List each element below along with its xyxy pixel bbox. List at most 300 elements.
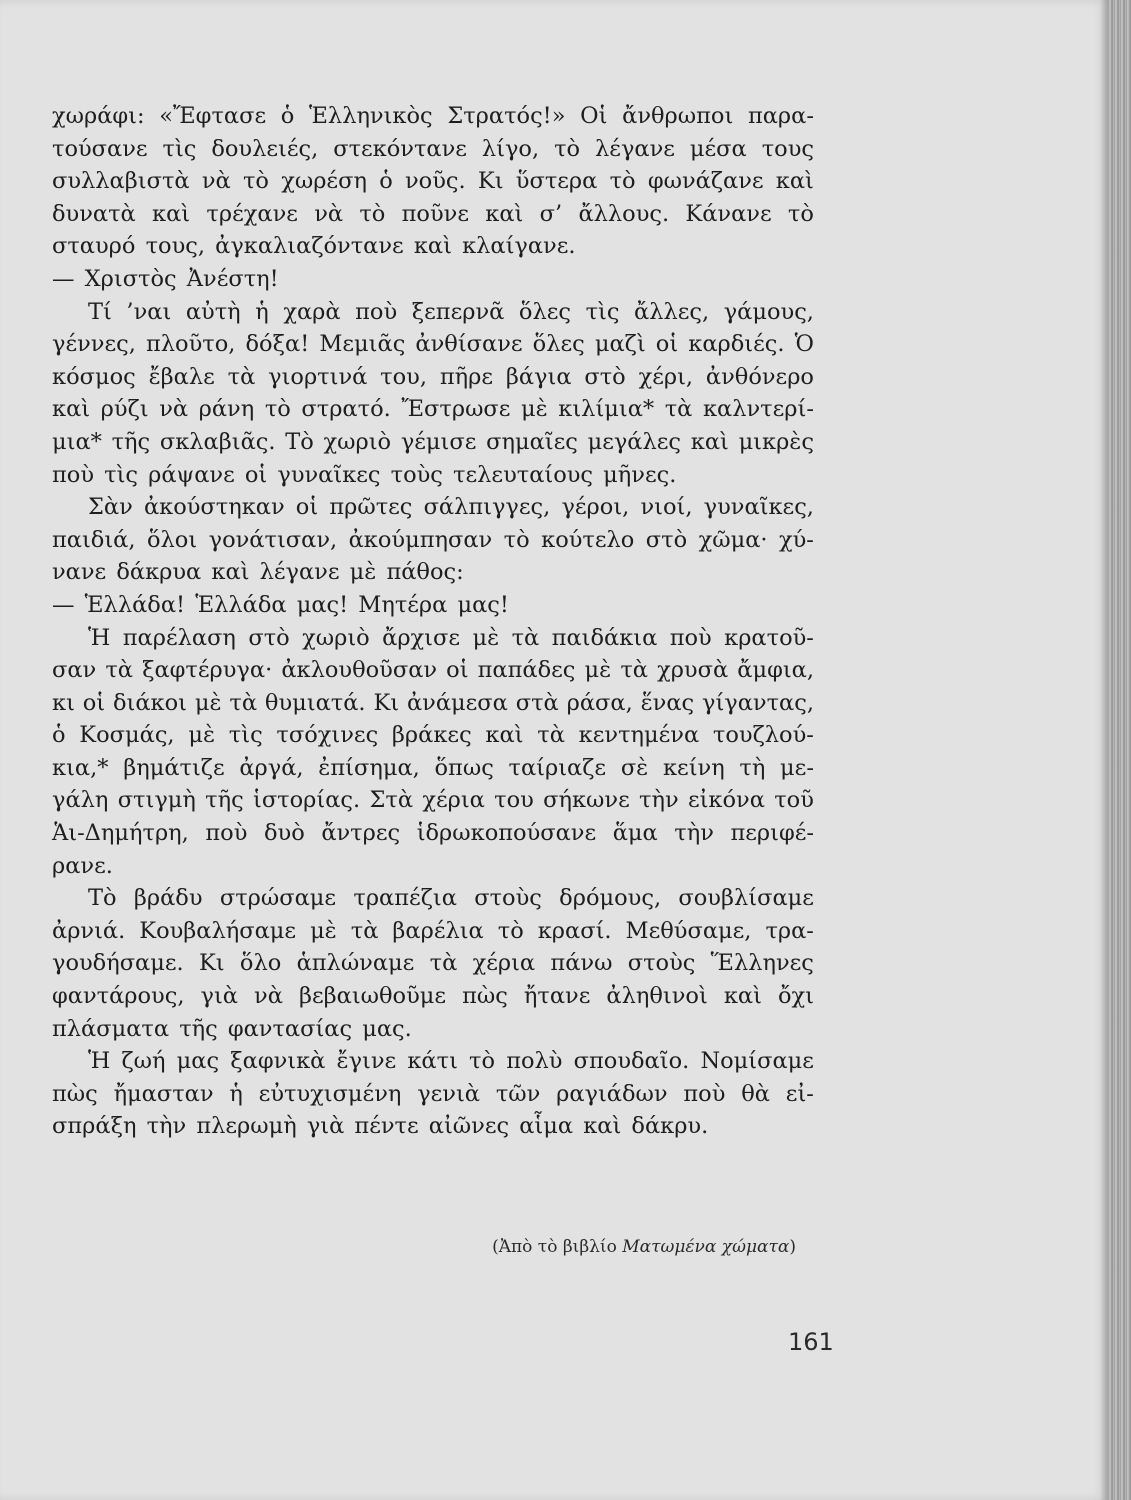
word: γιορτινά (268, 363, 368, 390)
word: καρδιές. (688, 331, 785, 358)
word: ἔγινε (336, 1048, 397, 1075)
word: ἤτανε (523, 983, 591, 1010)
word: ἀγκαλιαζόντανε (215, 233, 404, 260)
word: μὲ (472, 624, 500, 651)
word: καὶ (413, 233, 452, 260)
word: κάτι (407, 1048, 458, 1075)
word: τὴ (739, 754, 766, 781)
word: τὰ (229, 689, 258, 716)
word: μεγάλες (587, 428, 682, 455)
word: ἄλλους. (578, 200, 670, 227)
word: τῆς (179, 1015, 218, 1042)
word: — (52, 591, 75, 618)
word: τελευταίους (453, 461, 594, 488)
word: τοῦ (774, 787, 814, 814)
word: συλλαβιστὰ (52, 168, 190, 195)
word: στὸ (645, 526, 688, 553)
word: χωρέση (281, 168, 367, 195)
word: κλαίγανε. (462, 233, 576, 260)
word: ρύζι (100, 396, 149, 423)
word: εἰ- (785, 1080, 814, 1107)
word: τῆς (111, 428, 151, 455)
word: λίγο, (481, 135, 540, 162)
word: τουζλού- (712, 722, 814, 749)
word: βαρέλια (392, 917, 484, 944)
word: σάλπιγγες, (423, 494, 551, 521)
word: Ἑλλάδα (195, 591, 287, 618)
word: — (52, 265, 75, 292)
word: ἀκλουθοῦσαν (281, 657, 438, 684)
word: γενιὰ (417, 1080, 480, 1107)
word: τὰ (227, 363, 256, 390)
word: Τί (88, 298, 112, 325)
word: νὰ (314, 200, 344, 227)
source-book-title: Ματωμένα χώματα (622, 1237, 790, 1257)
word: Τὸ (285, 428, 314, 455)
word: δόξα! (245, 331, 310, 358)
word: τὶς (104, 461, 139, 488)
word: τὸ (497, 917, 524, 944)
word: Ἁι-Δημήτρη, (52, 820, 189, 847)
word: παρέλαση (122, 624, 236, 651)
word: βάγια (505, 363, 572, 390)
word: ζωή (121, 1048, 166, 1075)
text-line (52, 393, 814, 426)
word: Ἀνέστη! (186, 265, 279, 292)
word: τοὺς (390, 461, 443, 488)
word: κι (52, 689, 75, 716)
word: στὰ (515, 689, 559, 716)
word: Ἕλληνες (710, 950, 814, 977)
word: καὶ (152, 200, 191, 227)
word: νὰ (159, 396, 189, 423)
word: τὴν (674, 820, 714, 847)
text-line (52, 1045, 814, 1078)
word: μὲ (349, 559, 377, 586)
word: στρώσαμε (219, 885, 337, 912)
word: ἀκούστηκαν (143, 494, 285, 521)
text-line (52, 589, 814, 622)
word: δρόμους, (559, 885, 662, 912)
word: χέρι, (638, 363, 694, 390)
word: ρανε. (52, 852, 113, 879)
text-line (52, 947, 814, 980)
word: πέντε (354, 1113, 419, 1140)
word: Κοσμάς, (79, 722, 175, 749)
word: τὸ (787, 200, 814, 227)
word: ἀκούμπησαν (348, 526, 493, 553)
word: ἤμασταν (113, 1080, 214, 1107)
word: Ἡ (88, 1048, 111, 1075)
word: ἀνθίσανε (415, 331, 523, 358)
word: οἱ (446, 657, 469, 684)
word: καὶ (211, 559, 250, 586)
word: φαντάρους, (52, 983, 185, 1010)
word: ὅλες (532, 331, 585, 358)
word: παρα- (747, 103, 814, 129)
word: μια* (52, 428, 102, 455)
word: ἡ (229, 1080, 243, 1107)
word: σημαῖες (486, 428, 578, 455)
word: δυὸ (263, 820, 305, 847)
text-line (52, 165, 814, 198)
word: πολὺ (506, 1048, 563, 1075)
word: περιφέ- (730, 820, 814, 847)
word: κούτελο (541, 526, 635, 553)
word: τὸ (469, 1048, 496, 1075)
word: ξεπερνᾶ (411, 298, 505, 325)
word: βράδυ (133, 885, 203, 912)
word: στὸ (248, 624, 290, 651)
word: οἱ (655, 331, 679, 358)
word: γέννες, (52, 331, 136, 358)
word: του (494, 787, 534, 814)
text-line (52, 915, 814, 948)
word: Μεμιᾶς (319, 331, 406, 358)
word: ἄνθρωποι (622, 103, 734, 129)
word: ὄχι (777, 983, 814, 1010)
word: ποῦνε (401, 200, 469, 227)
word: ἱστορίας. (253, 787, 361, 814)
word: μας! (296, 591, 349, 618)
word: μὲ (584, 657, 612, 684)
word: λέγανε (259, 559, 340, 586)
text-line (52, 263, 814, 296)
text-line (52, 980, 814, 1013)
text-line (52, 133, 814, 166)
word: ράσα, (566, 689, 633, 716)
word: τὶς (162, 135, 197, 162)
word: Ἔστρωσε (401, 396, 511, 423)
word: τους, (145, 233, 206, 260)
word: στρατό. (301, 396, 391, 423)
word: γιὰ (200, 983, 238, 1010)
word: μαζὶ (594, 331, 646, 358)
source-citation (492, 1237, 796, 1257)
word: Κι (198, 950, 225, 977)
word: πλοῦτο, (145, 331, 236, 358)
word: καὶ (485, 200, 524, 227)
text-line (52, 556, 814, 589)
word: πῆρε (439, 363, 493, 390)
word: στιγμὴ (117, 787, 196, 814)
word: στὸ (584, 363, 626, 390)
word: κρασί. (537, 917, 612, 944)
word: τὰ (664, 396, 693, 423)
word: χέρια (422, 787, 485, 814)
word: χῶμα· (698, 526, 768, 553)
word: τὸ (609, 168, 636, 195)
word: ἀνθόνερο (705, 363, 814, 390)
word: νοῦς. (404, 168, 466, 195)
word: οἱ (82, 689, 106, 716)
word: νιοί, (640, 494, 693, 521)
word: σαν (52, 657, 97, 684)
word: τούσανε (52, 135, 148, 162)
word: ὕστερα (515, 168, 598, 195)
word: ἄρχισε (382, 624, 461, 651)
word: τὴν (639, 787, 679, 814)
word: θὰ (741, 1080, 770, 1107)
word: πάνω (550, 950, 613, 977)
word: γέροι, (561, 494, 630, 521)
word: ἀρνιά. (52, 917, 126, 944)
text-line (52, 361, 814, 394)
word: σουβλίσαμε (678, 885, 814, 912)
word: χωριὸ (302, 624, 370, 651)
text-line (52, 198, 814, 231)
word: Ἡ (88, 624, 111, 651)
word: γυναῖκες (277, 461, 381, 488)
word: εὐτυχισμένη (258, 1080, 402, 1107)
word: νὰ (201, 168, 231, 195)
word: ἀληθινοὶ (606, 983, 708, 1010)
word: ποὺ (669, 624, 712, 651)
word: γυναῖκες, (703, 494, 814, 521)
word: αὐτὴ (185, 298, 241, 325)
word: μέσα (689, 135, 747, 162)
text-line (52, 328, 814, 361)
word: βεβαιωθοῦμε (298, 983, 447, 1010)
text-line (52, 524, 814, 557)
word: δάκρυ. (631, 1113, 709, 1140)
text-line (52, 817, 814, 850)
word: χρυσὰ (657, 657, 729, 684)
word: ὁ (52, 722, 66, 749)
word: φαντασίας (227, 1015, 353, 1042)
word: βράκες (391, 722, 472, 749)
word: τραπέζια (353, 885, 457, 912)
word: τῶν (495, 1080, 541, 1107)
word: καὶ (723, 983, 762, 1010)
word: τὸ (242, 168, 269, 195)
word: κια,* (52, 754, 109, 781)
word: τὸ (554, 135, 581, 162)
word: χύ- (779, 526, 814, 553)
word: διάκοι (112, 689, 187, 716)
word: τσόχινες (276, 722, 379, 749)
word: Κουβαλήσαμε (139, 917, 297, 944)
word: καὶ (485, 722, 524, 749)
word: καὶ (583, 1113, 622, 1140)
word: σπράξη (52, 1113, 137, 1140)
word: τὰ (511, 624, 540, 651)
word: δουλειές, (211, 135, 319, 162)
word: στεκόντανε (333, 135, 467, 162)
word: λέγανε (595, 135, 675, 162)
text-line (52, 687, 814, 720)
word: Τὸ (88, 885, 117, 912)
word: ἀνάμεσα (406, 689, 508, 716)
word: Στὰ (369, 787, 414, 814)
word: τρέχανε (206, 200, 298, 227)
word: Χριστὸς (84, 265, 177, 292)
text-line (52, 719, 814, 752)
word: ταίριαζε (508, 754, 607, 781)
word: χωριὸ (323, 428, 392, 455)
text-line (52, 296, 814, 329)
word: Μητέρα (358, 591, 448, 618)
word: μῆνες. (603, 461, 677, 488)
word: τῆς (205, 787, 244, 814)
word: μὲ (188, 722, 216, 749)
word: γιὰ (306, 1113, 345, 1140)
word: καὶ (690, 428, 729, 455)
word: ἀργά, (239, 754, 304, 781)
source-open: (Ἀπὸ τὸ βιβλίο (492, 1237, 623, 1257)
body-text (52, 100, 814, 1143)
word: σπουδαῖο. (573, 1048, 690, 1075)
text-line (52, 491, 814, 524)
word: ραγιάδων (556, 1080, 668, 1107)
word: τὰ (537, 722, 565, 749)
word: οἱ (244, 461, 268, 488)
word: ποὺ (355, 298, 398, 325)
text-line (52, 784, 814, 817)
word: ἱδρωκοπούσανε (416, 820, 597, 847)
word: Οἱ (580, 103, 608, 129)
word: τὰ (429, 950, 458, 977)
word: μὲ (310, 917, 337, 944)
word: πὼς (462, 983, 508, 1010)
word: αἷμα (519, 1113, 574, 1140)
word: ποὺ (205, 820, 248, 847)
word: πλάσματα (52, 1015, 170, 1042)
word: ἡ (255, 298, 269, 325)
text-line (52, 654, 814, 687)
word: ἅμα (612, 820, 658, 847)
word: με- (780, 754, 814, 781)
word: φωνάζανε (647, 168, 764, 195)
word: οἱ (295, 494, 319, 521)
word: σκλαβιᾶς. (159, 428, 276, 455)
word: Ἑλλάδα! (84, 591, 186, 618)
word: ὁ (379, 168, 393, 195)
word: παιδάκια (551, 624, 658, 651)
word: καλντερί- (702, 396, 814, 423)
word: ξαφτέρυγα· (142, 657, 273, 684)
word: Νομίσαμε (700, 1048, 814, 1075)
word: μὲ (194, 689, 222, 716)
word: Κι (477, 168, 504, 195)
word: σὲ (620, 754, 649, 781)
word: Μεθύσαμε, (625, 917, 752, 944)
word: τὶς (585, 298, 620, 325)
word: κρατοῦ- (724, 624, 814, 651)
word: χαρὰ (283, 298, 341, 325)
word: ἁπλώναμε (296, 950, 415, 977)
page-edges (1108, 0, 1131, 1500)
word: εἰκόνα (687, 787, 765, 814)
word: πάθος: (386, 559, 464, 586)
word: τους (761, 135, 814, 162)
word: ράψανε (148, 461, 235, 488)
word: κείνη (662, 754, 725, 781)
word: γάμους, (723, 298, 814, 325)
word: τὰ (620, 657, 648, 684)
word: γίγαντας, (702, 689, 814, 716)
word: ξαφνικὰ (230, 1048, 326, 1075)
word: θυμιατά. (264, 689, 366, 716)
word: τρα- (765, 917, 814, 944)
word: καὶ (775, 168, 814, 195)
word: πὼς (52, 1080, 98, 1107)
word: στοὺς (474, 885, 542, 912)
word: ὁ (280, 103, 295, 129)
word: μὲ (521, 396, 548, 423)
word: χέρια (472, 950, 536, 977)
word: τὰ (350, 917, 379, 944)
word: στοὺς (627, 950, 696, 977)
text-line (52, 622, 814, 655)
word: μας. (362, 1015, 412, 1042)
word: γάλη (52, 787, 109, 814)
word: ὅλες (518, 298, 571, 325)
word: σταυρό (52, 233, 136, 260)
word: ἄλλες, (634, 298, 710, 325)
word: δυνατὰ (52, 200, 136, 227)
word: ὅλο (239, 950, 282, 977)
word: «Ἔφτασε (159, 103, 267, 129)
word: ἄντρες (321, 820, 401, 847)
word: ράνη (198, 396, 255, 423)
word: ὅπως (434, 754, 494, 781)
word: ἔβαλε (148, 363, 215, 390)
word: γέμισε (400, 428, 477, 455)
word: πρῶτες (329, 494, 413, 521)
word: ἕνας (640, 689, 695, 716)
word: αἰῶνες (428, 1113, 510, 1140)
word: Κι (373, 689, 400, 716)
word: δάκρυα (116, 559, 202, 586)
word: γονάτισαν, (208, 526, 338, 553)
word: Στρατός!» (447, 103, 566, 129)
text-line (52, 100, 814, 133)
word: κεντημένα (578, 722, 700, 749)
word: ὅλοι (146, 526, 198, 553)
word: Σὰν (88, 494, 133, 521)
word: ’ναι (126, 298, 172, 325)
word: μας (176, 1048, 220, 1075)
text-line (52, 426, 814, 459)
word: κόσμος (52, 363, 136, 390)
word: μας! (457, 591, 509, 618)
text-line (52, 459, 814, 492)
word: νὰ (254, 983, 283, 1010)
word: τὰ (105, 657, 133, 684)
text-line (52, 850, 814, 883)
word: ἐπίσημα, (318, 754, 420, 781)
word: κιλίμια* (558, 396, 655, 423)
word: χωράφι: (52, 103, 145, 129)
word: μικρὲς (738, 428, 814, 455)
text-line (52, 752, 814, 785)
word: τὸ (503, 526, 530, 553)
word: Κάνανε (685, 200, 772, 227)
word: σήκωνε (543, 787, 630, 814)
page-number: 161 (788, 1328, 834, 1356)
word: βημάτιζε (123, 754, 225, 781)
word: ποὺ (52, 461, 95, 488)
word: καὶ (52, 396, 91, 423)
word: σ’ (539, 200, 563, 227)
text-line (52, 882, 814, 915)
word: πλερωμὴ (196, 1113, 297, 1140)
word: τὸ (264, 396, 291, 423)
text-line (52, 1078, 814, 1111)
word: ἄμφια, (737, 657, 814, 684)
word: παπάδες (477, 657, 576, 684)
